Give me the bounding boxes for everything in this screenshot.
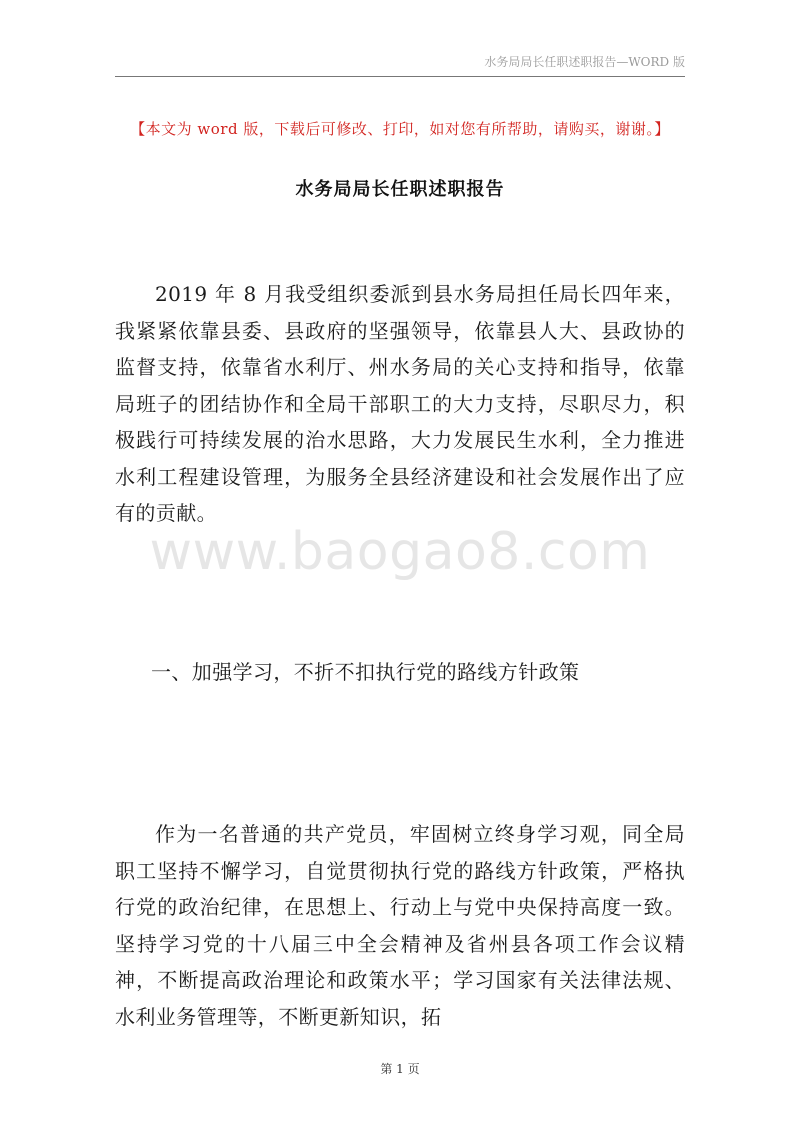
purchase-notice: 【本文为 word 版，下载后可修改、打印，如对您有所帮助，请购买，谢谢。】 [130, 120, 670, 138]
body-paragraph-2: 作为一名普通的共产党员，牢固树立终身学习观，同全局职工坚持不懈学习，自觉贯彻执行党的路线方针政策，严格执行党的政治纪律，在思想上、行动上与党中央保持高度一致。坚持学习党的十八届三中全会精神及省州县各项工作会议精神，不断提高政治理论和政策水平；学习国家有关法律法规、水利业务管理等，不断更新知识，拓 [115, 822, 685, 1029]
section-heading-1: 一、加强学习，不折不扣执行党的路线方针政策 [151, 660, 580, 684]
page-header [115, 52, 685, 77]
body-paragraph-1: 2019 年 8 月我受组织委派到县水务局担任局长四年来，我紧紧依靠县委、县政府的坚强领导，依靠县人大、县政协的监督支持，依靠省水利厅、州水务局的关心支持和指导，依靠局班子的团结协作和全局干部职工的大力支持，尽职尽力，积极践行可持续发展的治水思路，大力发展民生水利，全力推进水利工程建设管理，为服务全县经济建设和社会发展作出了应有的贡献。 [115, 282, 685, 525]
document-title: 水务局局长任职述职报告 [295, 179, 505, 200]
page-number: 第 1 页 [380, 1062, 420, 1076]
watermark: www.baogao8.com [149, 522, 651, 582]
running-title: 水务局局长任职述职报告—WORD 版 [484, 55, 685, 69]
